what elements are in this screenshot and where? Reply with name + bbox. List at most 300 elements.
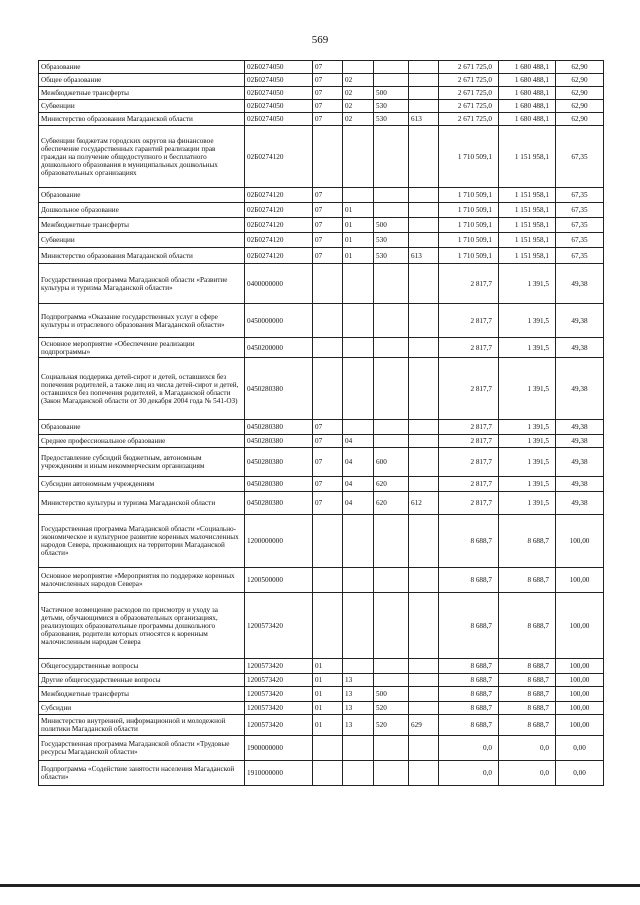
cell-typ: 530 <box>374 100 409 113</box>
cell-fact: 1 391,5 <box>499 264 556 304</box>
cell-typ: 500 <box>374 687 409 702</box>
cell-code: 0450200000 <box>245 338 313 358</box>
cell-pct: 100,00 <box>556 702 604 715</box>
cell-typ <box>374 593 409 659</box>
cell-code: 1200573420 <box>245 702 313 715</box>
cell-plan: 1 710 509,1 <box>439 233 499 248</box>
table-row <box>39 338 604 358</box>
cell-plan: 8 688,7 <box>439 715 499 736</box>
cell-fact: 8 688,7 <box>499 715 556 736</box>
cell-sub: 02 <box>343 113 374 126</box>
cell-pct: 62,90 <box>556 74 604 87</box>
table-row <box>39 61 604 74</box>
table-row <box>39 515 604 568</box>
cell-sec <box>313 761 343 786</box>
cell-plan: 2 817,7 <box>439 358 499 420</box>
cell-fact: 8 688,7 <box>499 687 556 702</box>
cell-typ <box>374 61 409 74</box>
cell-plan: 1 710 509,1 <box>439 188 499 203</box>
cell-plan: 1 710 509,1 <box>439 248 499 264</box>
cell-sec: 07 <box>313 248 343 264</box>
table-row <box>39 674 604 687</box>
cell-plan: 0,0 <box>439 761 499 786</box>
cell-sec <box>313 568 343 593</box>
cell-code: 0450280380 <box>245 448 313 477</box>
table-row <box>39 126 604 188</box>
cell-fact: 1 391,5 <box>499 304 556 338</box>
cell-name: Межбюджетные трансферты <box>39 87 245 100</box>
cell-fact: 1 391,5 <box>499 448 556 477</box>
cell-pct: 62,90 <box>556 113 604 126</box>
cell-org <box>409 304 439 338</box>
cell-sec: 07 <box>313 492 343 515</box>
cell-sec <box>313 264 343 304</box>
cell-name: Государственная программа Магаданской области «Социально-экономическое и культурное развитие коренных малочисленных народов Севера, проживающих на территории Магаданской области» <box>39 515 245 568</box>
cell-plan: 2 817,7 <box>439 264 499 304</box>
cell-code: 1200500000 <box>245 568 313 593</box>
cell-plan: 8 688,7 <box>439 515 499 568</box>
cell-org <box>409 435 439 448</box>
table-row <box>39 87 604 100</box>
cell-sec: 07 <box>313 87 343 100</box>
cell-sec: 07 <box>313 100 343 113</box>
cell-name: Субвенции бюджетам городских округов на финансовое обеспечение государственных гарантий реализации прав граждан на получение общедоступного и бесплатного дошкольного образования в муниципальных дошкольных образовательных организациях <box>39 126 245 188</box>
cell-plan: 1 710 509,1 <box>439 203 499 218</box>
cell-typ <box>374 338 409 358</box>
cell-org <box>409 674 439 687</box>
cell-pct: 49,38 <box>556 304 604 338</box>
cell-plan: 1 710 509,1 <box>439 218 499 233</box>
cell-pct: 62,90 <box>556 100 604 113</box>
cell-org <box>409 87 439 100</box>
cell-fact: 8 688,7 <box>499 568 556 593</box>
cell-sub <box>343 593 374 659</box>
cell-code: 1200000000 <box>245 515 313 568</box>
cell-code: 1910000000 <box>245 761 313 786</box>
cell-pct: 67,35 <box>556 188 604 203</box>
cell-fact: 1 680 488,1 <box>499 61 556 74</box>
cell-fact: 8 688,7 <box>499 659 556 674</box>
cell-sec: 07 <box>313 61 343 74</box>
cell-sub <box>343 304 374 338</box>
cell-fact: 8 688,7 <box>499 593 556 659</box>
cell-org <box>409 515 439 568</box>
table-row <box>39 435 604 448</box>
cell-sub: 01 <box>343 248 374 264</box>
cell-plan: 0,0 <box>439 736 499 761</box>
cell-sub: 13 <box>343 674 374 687</box>
cell-org <box>409 687 439 702</box>
cell-plan: 8 688,7 <box>439 593 499 659</box>
cell-typ <box>374 126 409 188</box>
cell-fact: 1 391,5 <box>499 435 556 448</box>
cell-typ <box>374 659 409 674</box>
cell-sec: 01 <box>313 674 343 687</box>
cell-sec: 07 <box>313 203 343 218</box>
cell-sub <box>343 761 374 786</box>
cell-typ <box>374 188 409 203</box>
cell-typ <box>374 358 409 420</box>
cell-name: Субвенции <box>39 233 245 248</box>
cell-sec: 07 <box>313 448 343 477</box>
cell-sec: 07 <box>313 218 343 233</box>
cell-pct: 100,00 <box>556 687 604 702</box>
cell-name: Межбюджетные трансферты <box>39 687 245 702</box>
cell-sub <box>343 358 374 420</box>
cell-code: 0450280380 <box>245 477 313 492</box>
cell-sub <box>343 659 374 674</box>
cell-name: Частичное возмещение расходов по присмотру и уходу за детьми, обучающимися в образовательных организациях, реализующих образовательные программы дошкольного образования, родители которых относятся к коренным малочисленным народам Севера <box>39 593 245 659</box>
cell-pct: 100,00 <box>556 593 604 659</box>
table-body <box>39 61 604 786</box>
cell-typ <box>374 515 409 568</box>
cell-plan: 2 817,7 <box>439 435 499 448</box>
cell-sec: 07 <box>313 74 343 87</box>
cell-sec <box>313 126 343 188</box>
cell-code: 02Б0274120 <box>245 188 313 203</box>
table-row <box>39 264 604 304</box>
cell-code: 1200573420 <box>245 593 313 659</box>
cell-typ <box>374 674 409 687</box>
cell-fact: 1 391,5 <box>499 358 556 420</box>
cell-org <box>409 593 439 659</box>
cell-fact: 1 151 958,1 <box>499 248 556 264</box>
cell-plan: 8 688,7 <box>439 687 499 702</box>
cell-name: Государственная программа Магаданской области «Развитие культуры и туризма Магаданской области» <box>39 264 245 304</box>
cell-name: Образование <box>39 61 245 74</box>
cell-pct: 49,38 <box>556 264 604 304</box>
cell-sec: 07 <box>313 435 343 448</box>
cell-code: 0400000000 <box>245 264 313 304</box>
cell-org <box>409 659 439 674</box>
cell-sub: 04 <box>343 492 374 515</box>
cell-code: 02Б0274050 <box>245 74 313 87</box>
cell-sub: 04 <box>343 448 374 477</box>
cell-fact: 0,0 <box>499 761 556 786</box>
cell-org <box>409 338 439 358</box>
cell-org <box>409 264 439 304</box>
table-row <box>39 568 604 593</box>
cell-pct: 100,00 <box>556 568 604 593</box>
cell-org <box>409 568 439 593</box>
cell-sub: 13 <box>343 687 374 702</box>
cell-fact: 1 151 958,1 <box>499 233 556 248</box>
cell-typ: 530 <box>374 233 409 248</box>
cell-code: 1200573420 <box>245 715 313 736</box>
cell-name: Основное мероприятие «Обеспечение реализации подпрограммы» <box>39 338 245 358</box>
cell-org <box>409 188 439 203</box>
cell-name: Министерство образования Магаданской области <box>39 248 245 264</box>
cell-pct: 67,35 <box>556 248 604 264</box>
cell-org <box>409 203 439 218</box>
cell-sec <box>313 304 343 338</box>
cell-pct: 49,38 <box>556 448 604 477</box>
cell-sec: 07 <box>313 113 343 126</box>
cell-org <box>409 74 439 87</box>
cell-fact: 1 391,5 <box>499 492 556 515</box>
cell-fact: 1 680 488,1 <box>499 74 556 87</box>
cell-fact: 1 391,5 <box>499 420 556 435</box>
cell-typ: 520 <box>374 715 409 736</box>
cell-pct: 67,35 <box>556 218 604 233</box>
cell-name: Общее образование <box>39 74 245 87</box>
cell-org <box>409 233 439 248</box>
cell-sec: 01 <box>313 702 343 715</box>
cell-pct: 67,35 <box>556 203 604 218</box>
cell-typ: 500 <box>374 87 409 100</box>
cell-plan: 2 817,7 <box>439 448 499 477</box>
cell-pct: 0,00 <box>556 736 604 761</box>
cell-plan: 2 671 725,0 <box>439 61 499 74</box>
cell-code: 02Б0274120 <box>245 218 313 233</box>
table-row <box>39 188 604 203</box>
cell-plan: 8 688,7 <box>439 568 499 593</box>
cell-fact: 8 688,7 <box>499 702 556 715</box>
cell-typ: 530 <box>374 248 409 264</box>
cell-name: Государственная программа Магаданской области «Трудовые ресурсы Магаданской области» <box>39 736 245 761</box>
cell-pct: 49,38 <box>556 358 604 420</box>
cell-typ: 600 <box>374 448 409 477</box>
cell-plan: 2 671 725,0 <box>439 100 499 113</box>
cell-plan: 2 671 725,0 <box>439 74 499 87</box>
cell-sub <box>343 515 374 568</box>
cell-code: 02Б0274050 <box>245 87 313 100</box>
cell-fact: 1 680 488,1 <box>499 113 556 126</box>
cell-plan: 8 688,7 <box>439 659 499 674</box>
cell-plan: 2 671 725,0 <box>439 113 499 126</box>
cell-sub: 04 <box>343 477 374 492</box>
cell-typ: 530 <box>374 113 409 126</box>
cell-name: Министерство культуры и туризма Магаданской области <box>39 492 245 515</box>
table-row <box>39 593 604 659</box>
table-row <box>39 203 604 218</box>
cell-plan: 2 817,7 <box>439 338 499 358</box>
cell-name: Социальная поддержка детей-сирот и детей, оставшихся без попечения родителей, а также лиц из числа детей-сирот и детей, оставшихся без попечения родителей, в Магаданской области (Закон Магаданской области от 30 декабря 2004 года № 541-ОЗ) <box>39 358 245 420</box>
table-row <box>39 477 604 492</box>
cell-fact: 1 391,5 <box>499 338 556 358</box>
cell-org <box>409 61 439 74</box>
cell-name: Субсидии <box>39 702 245 715</box>
cell-sec: 07 <box>313 420 343 435</box>
table-row <box>39 715 604 736</box>
cell-sub <box>343 736 374 761</box>
cell-sub: 13 <box>343 715 374 736</box>
cell-fact: 1 151 958,1 <box>499 203 556 218</box>
cell-pct: 100,00 <box>556 715 604 736</box>
cell-sub <box>343 264 374 304</box>
cell-sub: 02 <box>343 74 374 87</box>
cell-org: 613 <box>409 248 439 264</box>
cell-plan: 2 817,7 <box>439 477 499 492</box>
cell-sub: 02 <box>343 100 374 113</box>
cell-name: Другие общегосударственные вопросы <box>39 674 245 687</box>
cell-code: 0450280380 <box>245 420 313 435</box>
cell-plan: 2 817,7 <box>439 304 499 338</box>
cell-name: Основное мероприятие «Мероприятия по поддержке коренных малочисленных народов Севера» <box>39 568 245 593</box>
cell-sec: 01 <box>313 687 343 702</box>
table-row <box>39 659 604 674</box>
cell-name: Образование <box>39 188 245 203</box>
cell-code: 0450280380 <box>245 358 313 420</box>
cell-typ <box>374 304 409 338</box>
cell-code: 0450280380 <box>245 435 313 448</box>
cell-org <box>409 761 439 786</box>
cell-plan: 8 688,7 <box>439 702 499 715</box>
cell-typ <box>374 435 409 448</box>
cell-sub: 13 <box>343 702 374 715</box>
table-row <box>39 492 604 515</box>
cell-name: Межбюджетные трансферты <box>39 218 245 233</box>
cell-name: Подпрограмма «Содействие занятости населения Магаданской области» <box>39 761 245 786</box>
cell-plan: 8 688,7 <box>439 674 499 687</box>
cell-org: 613 <box>409 113 439 126</box>
cell-name: Общегосударственные вопросы <box>39 659 245 674</box>
cell-sub <box>343 126 374 188</box>
cell-org <box>409 702 439 715</box>
cell-typ: 520 <box>374 702 409 715</box>
budget-table-container <box>38 60 603 786</box>
cell-name: Субвенции <box>39 100 245 113</box>
cell-sub <box>343 338 374 358</box>
table-row <box>39 702 604 715</box>
cell-fact: 1 391,5 <box>499 477 556 492</box>
cell-plan: 2 671 725,0 <box>439 87 499 100</box>
cell-pct: 49,38 <box>556 477 604 492</box>
cell-code: 02Б0274120 <box>245 233 313 248</box>
cell-pct: 67,35 <box>556 233 604 248</box>
cell-pct: 62,90 <box>556 87 604 100</box>
cell-plan: 2 817,7 <box>439 492 499 515</box>
cell-fact: 0,0 <box>499 736 556 761</box>
cell-fact: 1 151 958,1 <box>499 126 556 188</box>
cell-name: Дошкольное образование <box>39 203 245 218</box>
cell-sub <box>343 420 374 435</box>
cell-typ <box>374 264 409 304</box>
cell-code: 02Б0274050 <box>245 100 313 113</box>
cell-pct: 100,00 <box>556 674 604 687</box>
cell-code: 02Б0274120 <box>245 126 313 188</box>
cell-typ <box>374 761 409 786</box>
cell-pct: 100,00 <box>556 659 604 674</box>
bottom-rule <box>0 884 640 887</box>
cell-sec: 01 <box>313 715 343 736</box>
cell-sub <box>343 188 374 203</box>
cell-typ <box>374 203 409 218</box>
cell-pct: 62,90 <box>556 61 604 74</box>
cell-typ: 500 <box>374 218 409 233</box>
cell-code: 1200573420 <box>245 659 313 674</box>
cell-code: 0450000000 <box>245 304 313 338</box>
cell-code: 1200573420 <box>245 674 313 687</box>
table-row <box>39 761 604 786</box>
table-row <box>39 233 604 248</box>
cell-pct: 49,38 <box>556 492 604 515</box>
cell-fact: 1 151 958,1 <box>499 218 556 233</box>
cell-org <box>409 448 439 477</box>
cell-code: 1200573420 <box>245 687 313 702</box>
cell-pct: 49,38 <box>556 435 604 448</box>
cell-sec <box>313 593 343 659</box>
cell-typ <box>374 420 409 435</box>
cell-typ <box>374 736 409 761</box>
cell-code: 02Б0274120 <box>245 248 313 264</box>
cell-typ: 620 <box>374 477 409 492</box>
cell-plan: 2 817,7 <box>439 420 499 435</box>
table-row <box>39 74 604 87</box>
table-row <box>39 736 604 761</box>
cell-fact: 1 680 488,1 <box>499 100 556 113</box>
cell-sub: 01 <box>343 218 374 233</box>
cell-code: 02Б0274120 <box>245 203 313 218</box>
cell-sub <box>343 61 374 74</box>
table-row <box>39 218 604 233</box>
page-number: 569 <box>311 34 329 46</box>
cell-org <box>409 126 439 188</box>
cell-sec: 07 <box>313 477 343 492</box>
cell-pct: 100,00 <box>556 515 604 568</box>
cell-plan: 1 710 509,1 <box>439 126 499 188</box>
cell-pct: 49,38 <box>556 420 604 435</box>
cell-pct: 67,35 <box>556 126 604 188</box>
cell-sec <box>313 736 343 761</box>
cell-name: Образование <box>39 420 245 435</box>
cell-fact: 8 688,7 <box>499 674 556 687</box>
cell-typ <box>374 568 409 593</box>
cell-name: Министерство внутренней, информационной и молодежной политики Магаданской области <box>39 715 245 736</box>
cell-fact: 8 688,7 <box>499 515 556 568</box>
cell-sub: 04 <box>343 435 374 448</box>
table-row <box>39 304 604 338</box>
budget-table <box>38 60 604 786</box>
cell-org <box>409 100 439 113</box>
cell-org <box>409 477 439 492</box>
cell-name: Субсидии автономным учреждениям <box>39 477 245 492</box>
table-row <box>39 448 604 477</box>
cell-org <box>409 358 439 420</box>
cell-code: 02Б0274050 <box>245 61 313 74</box>
cell-pct: 0,00 <box>556 761 604 786</box>
cell-code: 1900000000 <box>245 736 313 761</box>
cell-org <box>409 218 439 233</box>
cell-sec <box>313 358 343 420</box>
table-row <box>39 113 604 126</box>
table-row <box>39 687 604 702</box>
cell-sub: 01 <box>343 233 374 248</box>
table-row <box>39 100 604 113</box>
cell-sec <box>313 515 343 568</box>
cell-pct: 49,38 <box>556 338 604 358</box>
cell-typ <box>374 74 409 87</box>
table-row <box>39 358 604 420</box>
cell-sub: 01 <box>343 203 374 218</box>
cell-typ: 620 <box>374 492 409 515</box>
cell-name: Предоставление субсидий бюджетным, автономным учреждениям и иным некоммерческим организациям <box>39 448 245 477</box>
cell-code: 02Б0274050 <box>245 113 313 126</box>
table-row <box>39 420 604 435</box>
cell-code: 0450280380 <box>245 492 313 515</box>
cell-fact: 1 680 488,1 <box>499 87 556 100</box>
cell-sub <box>343 568 374 593</box>
cell-name: Министерство образования Магаданской области <box>39 113 245 126</box>
cell-sec: 07 <box>313 233 343 248</box>
cell-sub: 02 <box>343 87 374 100</box>
cell-sec: 01 <box>313 659 343 674</box>
cell-sec <box>313 338 343 358</box>
cell-name: Среднее профессиональное образование <box>39 435 245 448</box>
cell-org <box>409 420 439 435</box>
cell-org: 612 <box>409 492 439 515</box>
cell-org <box>409 736 439 761</box>
